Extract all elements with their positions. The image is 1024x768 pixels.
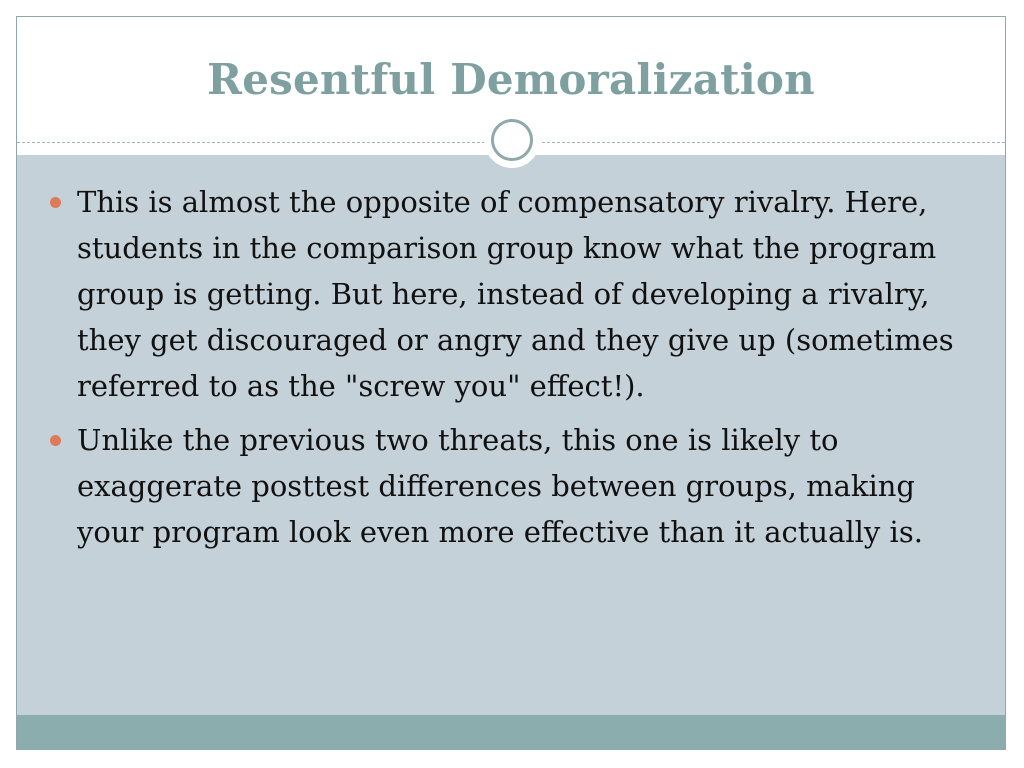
bullet-dot-icon xyxy=(50,197,61,208)
slide xyxy=(16,16,1006,750)
bullet-text: Unlike the previous two threats, this one is likely to exaggerate posttest differences between groups, making your program look even more effective than it actually is. xyxy=(77,423,923,549)
bullet-item xyxy=(47,179,962,409)
bullet-text: This is almost the opposite of compensatory rivalry. Here, students in the comparison group know what the program group is getting. But here, instead of developing a rivalry, they get discouraged or angry and they give up (sometimes referred to as the "screw you" effect!). xyxy=(77,185,954,403)
bullet-list xyxy=(47,179,962,563)
bullet-item xyxy=(47,417,962,555)
bullet-dot-icon xyxy=(50,435,61,446)
divider-circle-ring-icon xyxy=(491,119,533,161)
footer-bar xyxy=(17,715,1005,749)
slide-title: Resentful Demoralization xyxy=(207,55,815,104)
